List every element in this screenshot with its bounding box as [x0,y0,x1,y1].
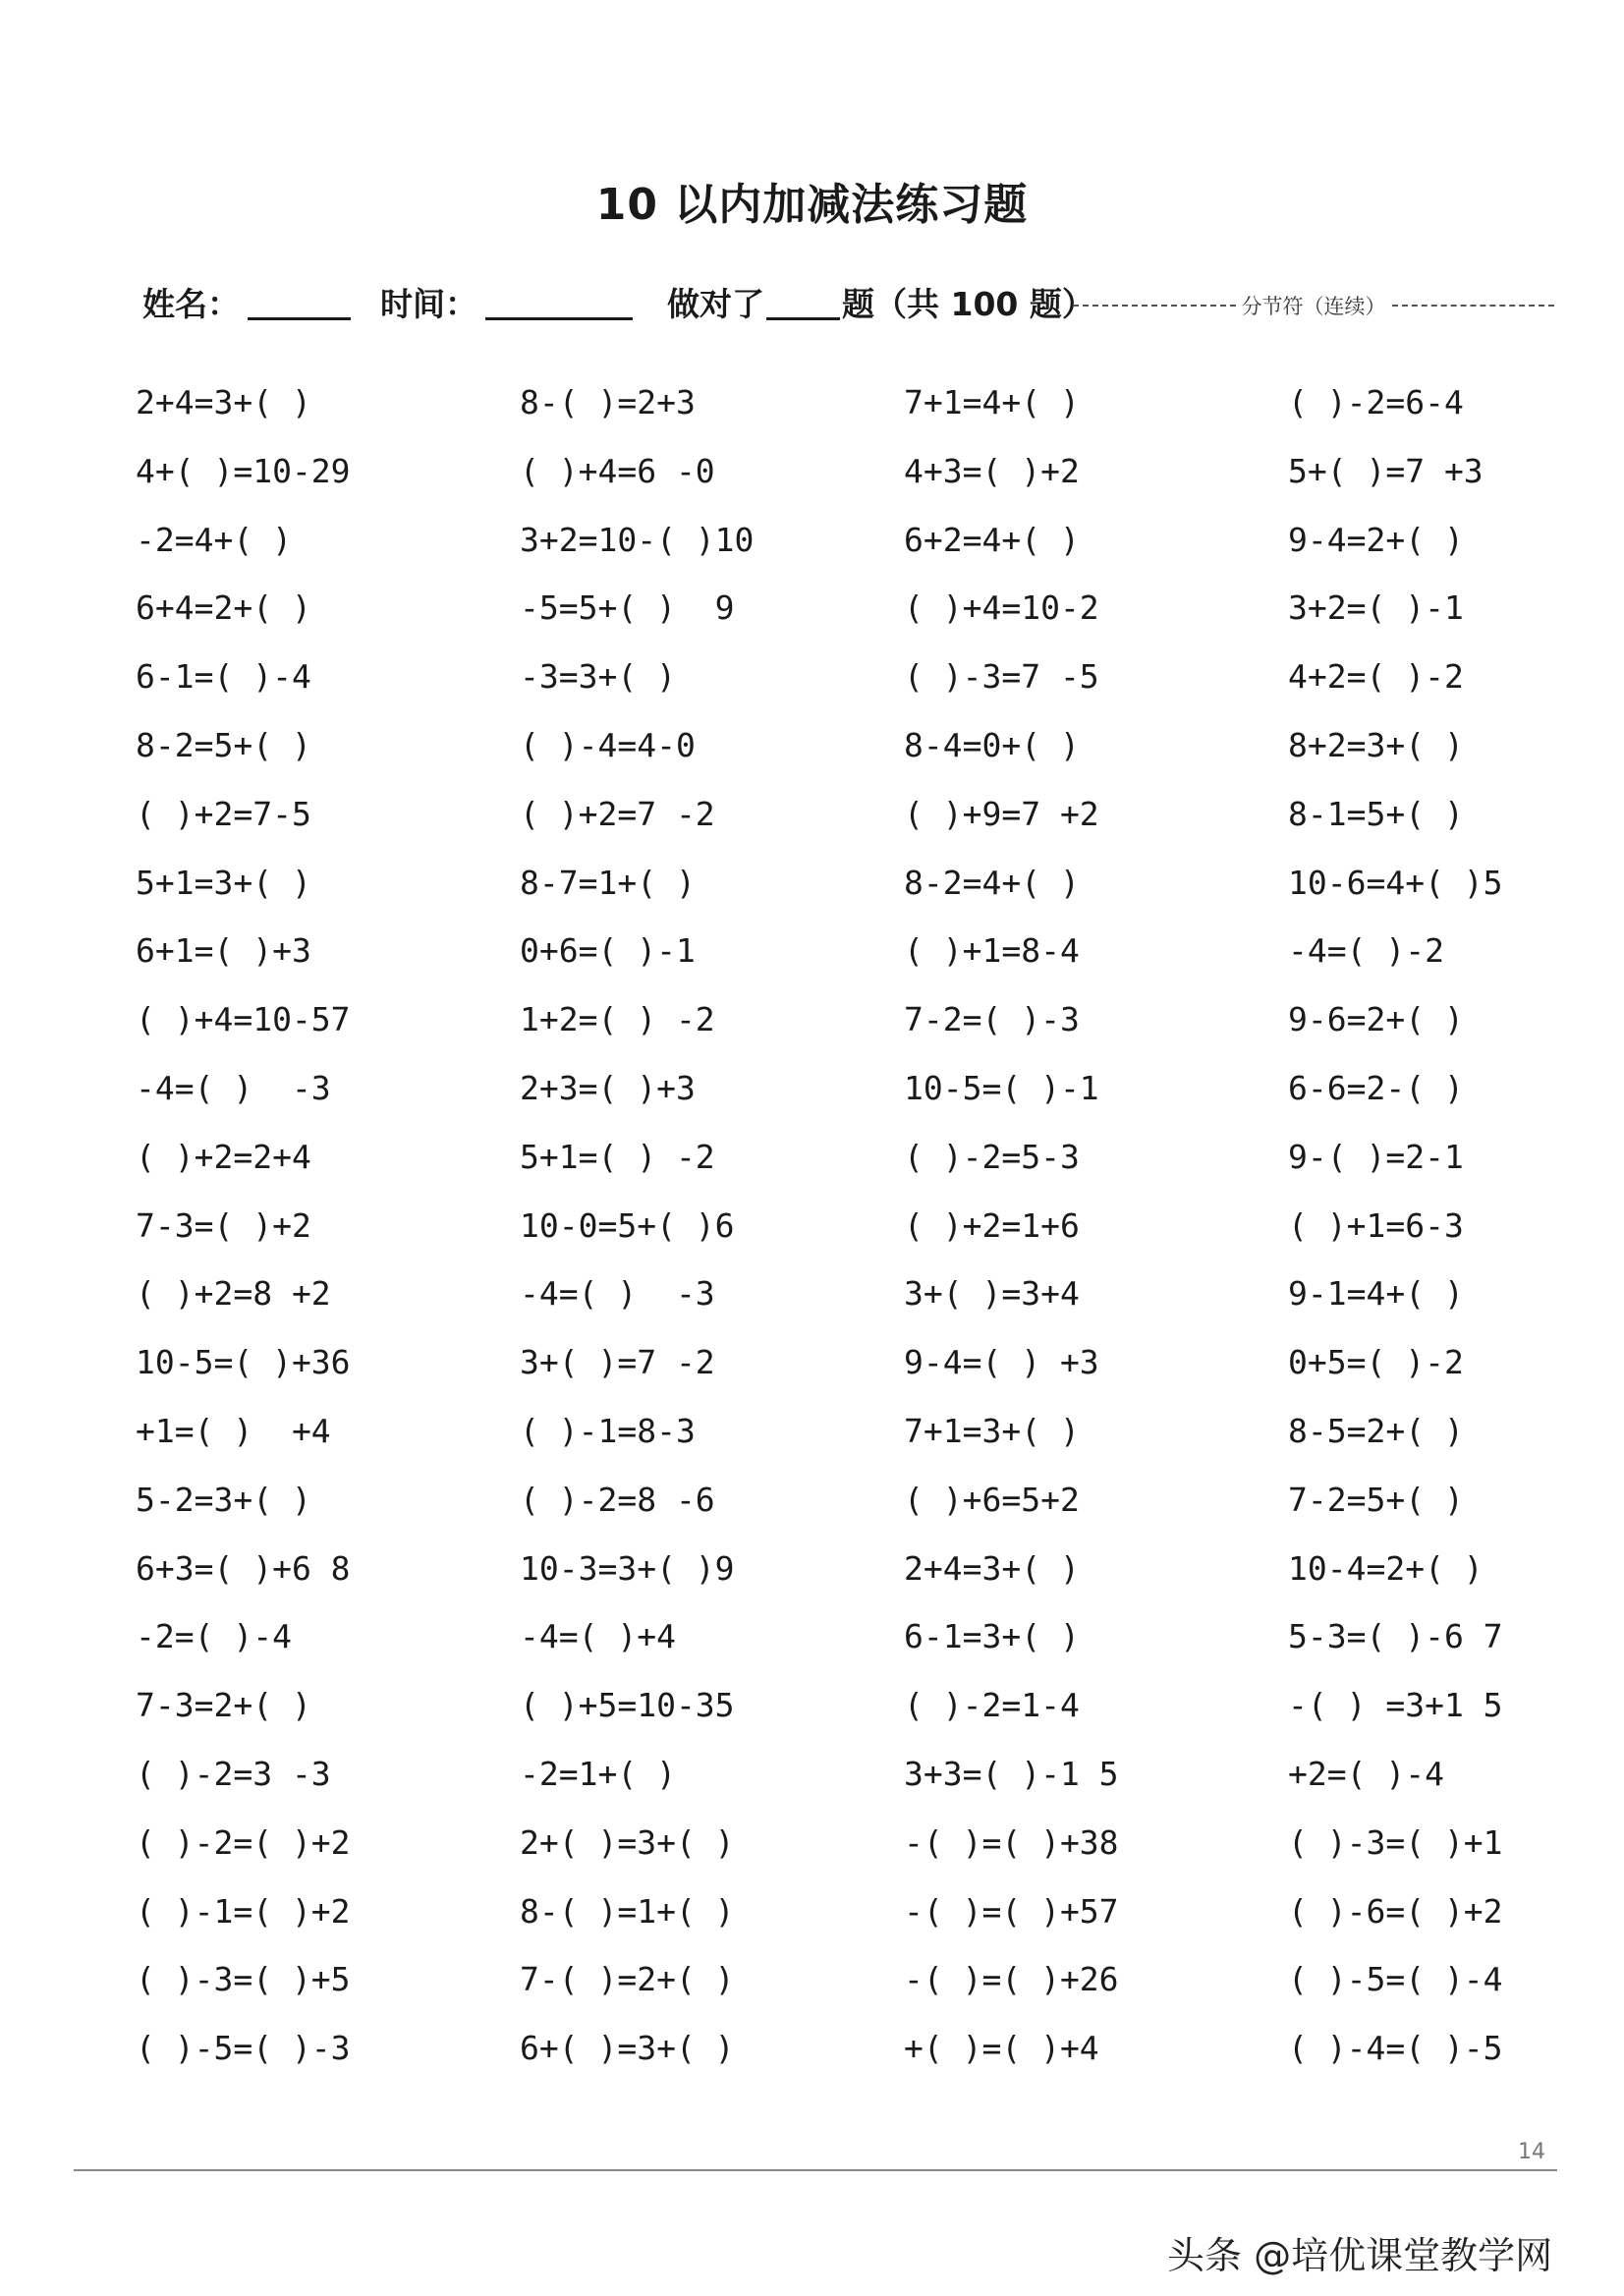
problem-item: 6-1=3+( ) [904,1617,1080,1656]
problem-item: 3+( )=3+4 [904,1274,1080,1314]
problem-item: 7+1=3+( ) [904,1411,1080,1450]
problem-item: -4=( ) -3 [136,1068,331,1107]
problem-item: -5=5+( ) 9 [520,588,735,628]
problem-item: ( )-2=6-4 [1288,383,1464,421]
problem-item: -4=( )-2 [1288,931,1444,971]
problem-item: 9-( )=2-1 [1288,1137,1464,1176]
problem-item: ( )+9=7 +2 [904,794,1099,833]
problem-item: 2+( )=3+( ) [520,1822,735,1862]
problem-item: 5+1=3+( ) [136,863,311,902]
problem-item: 8+2=3+( ) [1288,725,1464,764]
time-blank [485,284,633,320]
problem-item: 7-3=( )+2 [136,1205,311,1245]
problem-item: 10-3=3+( )9 [520,1548,735,1588]
problem-item: 2+4=3+( ) [136,383,311,421]
problem-item: ( )-3=( )+5 [136,1960,351,1999]
problem-item: 0+5=( )-2 [1288,1343,1464,1382]
problem-item: +1=( ) +4 [136,1411,331,1450]
problem-item: ( )-1=8-3 [520,1411,696,1450]
problem-item: ( )+1=6-3 [1288,1205,1464,1245]
problem-item: -2=( )-4 [136,1617,292,1656]
problem-item: 1+2=( ) -2 [520,1000,715,1039]
problem-item: -( )=( )+38 [904,1822,1119,1862]
problem-item: 7-3=2+( ) [136,1686,311,1725]
problem-item: 8-( )=2+3 [520,383,696,421]
problem-item: 2+3=( )+3 [520,1068,696,1107]
problem-item: ( )-3=7 -5 [904,657,1099,697]
problem-item: 0+6=( )-1 [520,931,696,971]
problem-item: -4=( )+4 [520,1617,676,1656]
problem-item: 10-4=2+( ) [1288,1548,1484,1588]
problem-item: ( )+4=6 -0 [520,451,715,490]
problem-item: -( )=( )+26 [904,1960,1119,1999]
name-label: 姓名： [142,284,240,323]
name-blank [248,284,351,320]
time-label: 时间： [380,284,477,323]
problem-grid [136,378,1580,2093]
problem-item: ( )+1=8-4 [904,931,1080,971]
correct-label: 做对了 [667,284,764,323]
problem-item: 8-5=2+( ) [1288,1411,1464,1450]
problem-item: 5-2=3+( ) [136,1480,311,1519]
problem-item: +2=( )-4 [1288,1754,1444,1793]
problem-item: 4+2=( )-2 [1288,657,1464,697]
section-break-dash-left [1073,305,1236,307]
problem-item: 6+2=4+( ) [904,520,1080,559]
total-label: 题（共 100 题） [842,284,1094,323]
problem-item: 10-0=5+( )6 [520,1205,735,1245]
watermark: 头条 @培优课堂教学网 [1167,2234,1553,2277]
problem-item: 5+( )=7 +3 [1288,451,1484,490]
problem-item: ( )+2=2+4 [136,1137,311,1176]
problem-item: ( )+2=7 -2 [520,794,715,833]
problem-item: 8-2=4+( ) [904,863,1080,902]
section-break-label: 分节符（连续） [1241,295,1386,318]
problem-item: ( )-2=5-3 [904,1137,1080,1176]
problem-item: 6-6=2-( ) [1288,1068,1464,1107]
problem-item: 2+4=3+( ) [904,1548,1080,1588]
problem-item: 9-1=4+( ) [1288,1274,1464,1314]
student-info-line [142,277,1094,326]
problem-item: ( )-4=4-0 [520,725,696,764]
problem-item: 7+1=4+( ) [904,383,1080,421]
problem-item: ( )-5=( )-3 [136,2029,351,2068]
problem-item: ( )-2=( )+2 [136,1822,351,1862]
problem-item: ( )-2=3 -3 [136,1754,331,1793]
footer-divider [74,2169,1557,2171]
page-title: 10 以内加减法练习题 [595,180,1029,230]
problem-item: 6+1=( )+3 [136,931,311,971]
problem-item: ( )+2=7-5 [136,794,311,833]
problem-item: 6+4=2+( ) [136,588,311,628]
problem-item: -( ) =3+1 5 [1288,1686,1503,1725]
problem-item: 3+( )=7 -2 [520,1343,715,1382]
problem-item: 9-4=( ) +3 [904,1343,1099,1382]
problem-item: 4+( )=10-29 [136,451,351,490]
problem-item: -4=( ) -3 [520,1274,715,1314]
problem-item: -( )=( )+57 [904,1891,1119,1931]
problem-item: ( )-4=( )-5 [1288,2029,1503,2068]
problem-item: ( )-6=( )+2 [1288,1891,1503,1931]
problem-item: 8-4=0+( ) [904,725,1080,764]
problem-item: ( )+5=10-35 [520,1686,735,1725]
problem-item: 9-4=2+( ) [1288,520,1464,559]
problem-item: 8-2=5+( ) [136,725,311,764]
problem-item: ( )+4=10-2 [904,588,1099,628]
problem-item: +( )=( )+4 [904,2029,1099,2068]
problem-item: 3+2=10-( )10 [520,520,755,559]
problem-item: ( )-3=( )+1 [1288,1822,1503,1862]
problem-item: 5-3=( )-6 7 [1288,1617,1503,1656]
problem-item: 5+1=( ) -2 [520,1137,715,1176]
problem-item: 3+3=( )-1 5 [904,1754,1119,1793]
problem-item: ( )-5=( )-4 [1288,1960,1503,1999]
section-break-dash-right [1392,305,1555,307]
problem-item: 7-2=( )-3 [904,1000,1080,1039]
problem-item: 4+3=( )+2 [904,451,1080,490]
problem-item: ( )+6=5+2 [904,1480,1080,1519]
problem-item: 10-5=( )-1 [904,1068,1099,1107]
problem-item: ( )-2=1-4 [904,1686,1080,1725]
problem-item: -2=1+( ) [520,1754,676,1793]
correct-count-blank [766,284,840,320]
problem-item: 7-2=5+( ) [1288,1480,1464,1519]
problem-item: 10-5=( )+36 [136,1343,351,1382]
problem-item: 6-1=( )-4 [136,657,311,697]
problem-item: 9-6=2+( ) [1288,1000,1464,1039]
problem-item: 8-7=1+( ) [520,863,696,902]
problem-item: 6+3=( )+6 8 [136,1548,351,1588]
problem-item: 3+2=( )-1 [1288,588,1464,628]
problem-item: -3=3+( ) [520,657,676,697]
problem-item: 8-( )=1+( ) [520,1891,735,1931]
problem-item: ( )+2=8 +2 [136,1274,331,1314]
page-number: 14 [1518,2140,1545,2164]
problem-item: ( )-1=( )+2 [136,1891,351,1931]
section-break-marker [1073,291,1554,320]
problem-item: ( )-2=8 -6 [520,1480,715,1519]
problem-item: 10-6=4+( )5 [1288,863,1503,902]
problem-item: 6+( )=3+( ) [520,2029,735,2068]
problem-item: ( )+4=10-57 [136,1000,351,1039]
problem-item: 8-1=5+( ) [1288,794,1464,833]
problem-item: ( )+2=1+6 [904,1205,1080,1245]
problem-item: 7-( )=2+( ) [520,1960,735,1999]
problem-item: -2=4+( ) [136,520,292,559]
